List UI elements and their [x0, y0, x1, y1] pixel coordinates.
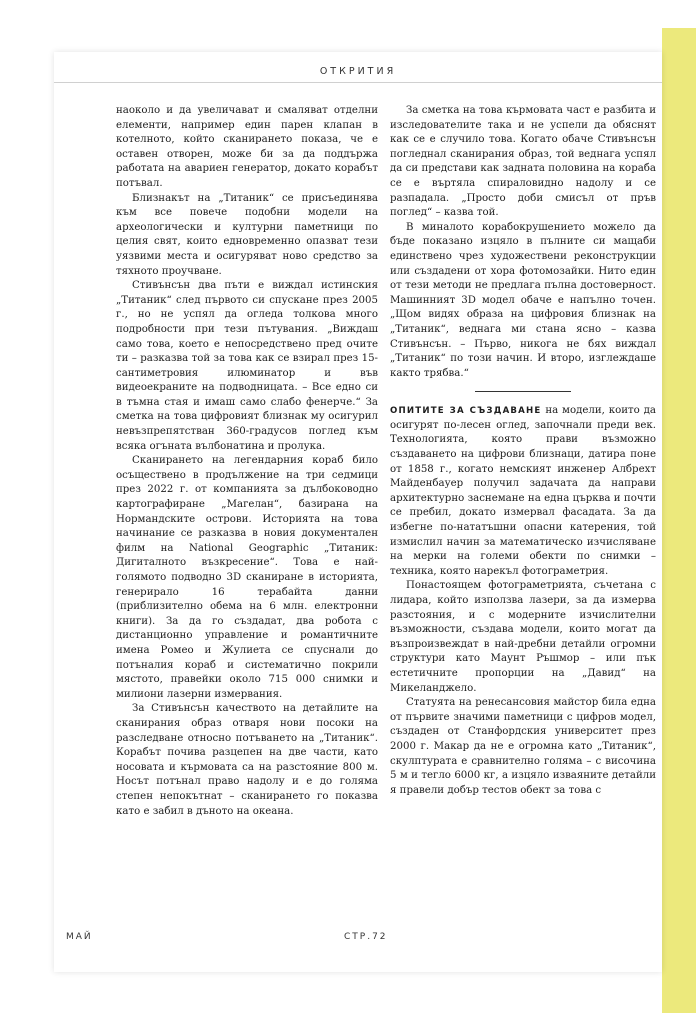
paragraph: Статуята на ренесансовия майстор била една от първите значими паметници с цифров модел, създаден от Станфордския университет през 2000 г. Макар да не е огромна като „Титаник“, скулптурата е сравнително голяма – с височина 5 м и тегло 6000 кг, а изцяло изваяните детайли я правели добър тестов обект за това с — [390, 697, 656, 796]
accent-bar — [662, 28, 696, 1013]
footer-page-number: СТР.72 — [344, 932, 388, 942]
paragraph: Сканирането на легендарния кораб било осъществено в продължение на три седмици през 2022 г. от компанията за дълбоководно картографиране „Магелан“, базирана на Нормандските острови. Историята на това начинание се разказва в новия документален филм на National Geographic „Титаник: Дигиталното възкресение“. Това е най-голямото подводно 3D сканиране в историята, генерирало 16 терабайта данни (приблизително обема на 6 млн. електронни книги). За да го създадат, два робота с дистанционно управление и романтичните имена Ромео и Жулиета се спуснали до потъналия кораб и систематично покрили мястото, правейки около 715 000 снимки и милиони лазерни измервания. — [116, 455, 378, 700]
paragraph: За сметка на това кърмовата част е разбита и изследователите така и не успели да обяснят как се е случило това. Когато обаче Стивънсън погледнал сканирания образ, той веднага успял да си представи как задната половина на кораба се е въртяла спираловидно надолу и се разпадала. „Просто доби смисъл от пръв поглед“ – казва той. — [390, 105, 656, 219]
paragraph: Понастоящем фотограметрията, съчетана с лидара, който използва лазери, за да измерва разстояния, и с модерните изчислителни възможности, създава модели, които могат да възпроизвеждат в най-дребни детайли огромни структури като Маунт Ръшмор – или пък естетичните пропорции на „Давид“ на Микеланджело. — [390, 580, 656, 694]
magazine-page — [54, 52, 662, 972]
header-rule — [54, 82, 662, 83]
paragraph: Близнакът на „Титаник“ се присъединява към все повече подобни модели на археологически и културни паметници по целия свят, които едновременно опазват тези уязвими места и осигуряват ново средство за тяхното проучване. — [116, 192, 378, 277]
lead-in: ОПИТИТЕ ЗА СЪЗДАВАНЕ — [390, 406, 542, 417]
paragraph: Стивънсън два пъти е виждал истинския „Титаник“ след първото си спускане през 2005 г., но не успял да огледа толкова много подробности при тези пътувания. „Виждаш само това, което е непосредствено пред очите ти – разказва той за това как се взирал през 15-сантиметровия илюминатор и във видеоекраните на подводницата. – Все едно си в тъмна стая и имаш само слабо фенерче.“ За сметка на това цифровият близнак му осигурил невъзпрепятстван 360-градусов поглед към всяка огъната вълбонатина и пролука. — [116, 280, 378, 452]
left-column — [116, 104, 378, 819]
paragraph: В миналото корабокрушението можело да бъде показано изцяло в пълните си мащаби единствено чрез художествени реконструкции или създадени от хора фотомозайки. Нито един от тези методи не предлага пълна достоверност. Машинният 3D модел обаче е напълно точен. „Щом видях образа на цифровия близнак на „Титаник“, веднага ми стана ясно – казва Стивънсън. – Първо, никога не бях виждал „Титаник“ по този начин. И второ, изглеждаше както трябва.“ — [390, 221, 656, 379]
paragraph: наоколо и да увеличават и смаляват отделни елементи, например един парен клапан в котелното, който сканирането показа, че е оставен отворен, може би за да поддържа работата на авариен генератор, докато корабът потъвал. — [116, 105, 378, 189]
section-title: ОТКРИТИЯ — [319, 66, 397, 77]
lead-paragraph-text: на модели, които да осигурят по-лесен оглед, започнали преди век. Технологията, която прави възможно създаването на цифрови близнаци, датира поне от 1858 г., когато немският инженер Албрехт Майденбауер получил задачата да направи архитектурно заснемане на една църква и почти се пребил, докато измервал фасадата. За да избегне по-нататъшни опасни катерения, той измислил начин за математическо изчисляване на мерки на големи обекти по снимки – техника, която нарекъл фотограметрия. — [390, 405, 656, 577]
right-column — [390, 104, 656, 798]
footer-month: МАЙ — [66, 932, 93, 942]
paragraph: За Стивънсън качеството на детайлите на сканирания образ отваря нови посоки на разследване относно потъването на „Титаник“. Корабът почива разцепен на две части, като носовата и кърмовата са на разстояние 800 м. Носът потънал право надолу и е до голяма степен непокътнат – сканирането го показва като е забил в дъното на океана. — [116, 703, 378, 817]
section-divider — [475, 391, 571, 392]
lead-paragraph — [390, 404, 656, 579]
